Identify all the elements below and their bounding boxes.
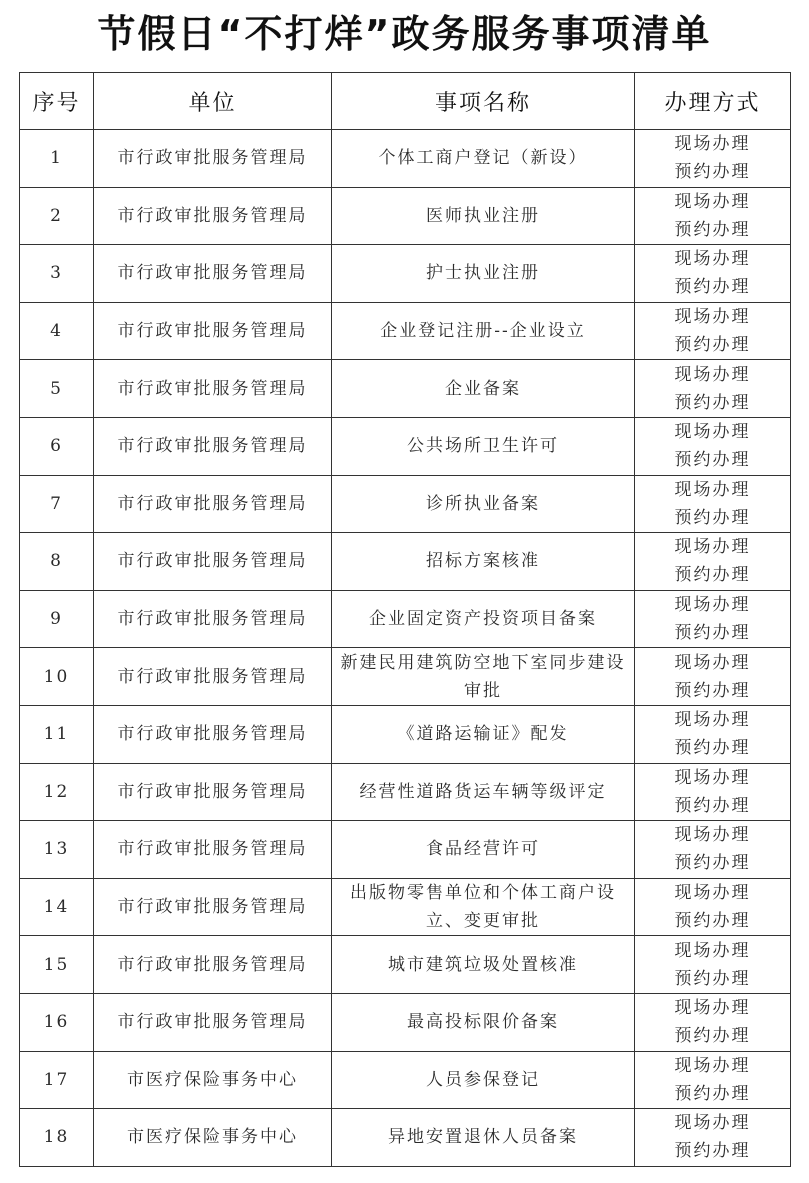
method-onsite: 现场办理 [674,940,751,961]
method-appointment: 预约办理 [674,1026,751,1047]
method-cell [635,1109,791,1167]
service-list-table [19,72,791,1167]
method-appointment: 预约办理 [674,565,751,586]
header-item: 事项名称 [332,73,635,130]
method-appointment: 预约办理 [674,219,751,240]
unit-cell: 市行政审批服务管理局 [94,936,332,994]
method-onsite: 现场办理 [674,652,751,673]
table-row [20,993,791,1051]
row-number: 4 [20,302,94,360]
method-onsite: 现场办理 [674,710,751,731]
table-row [20,936,791,994]
unit-cell: 市医疗保险事务中心 [94,1051,332,1109]
table-row [20,590,791,648]
table-row [20,533,791,591]
method-onsite: 现场办理 [674,134,751,155]
unit-cell: 市行政审批服务管理局 [94,648,332,706]
table-row [20,187,791,245]
table-row [20,302,791,360]
method-cell [635,187,791,245]
unit-cell: 市行政审批服务管理局 [94,821,332,879]
row-number: 1 [20,130,94,188]
row-number: 11 [20,705,94,763]
method-onsite: 现场办理 [674,537,751,558]
unit-cell: 市医疗保险事务中心 [94,1109,332,1167]
item-name-cell: 个体工商户登记（新设） [332,130,635,188]
row-number: 18 [20,1109,94,1167]
row-number: 2 [20,187,94,245]
table-row [20,130,791,188]
method-appointment: 预约办理 [674,162,751,183]
item-name-cell: 城市建筑垃圾处置核准 [332,936,635,994]
method-cell [635,878,791,936]
unit-cell: 市行政审批服务管理局 [94,417,332,475]
method-cell [635,648,791,706]
table-row [20,417,791,475]
method-cell [635,533,791,591]
header-unit: 单位 [94,73,332,130]
unit-cell: 市行政审批服务管理局 [94,993,332,1051]
header-no: 序号 [20,73,94,130]
item-name-cell: 招标方案核准 [332,533,635,591]
table-row [20,878,791,936]
table-row [20,245,791,303]
table-row [20,1109,791,1167]
item-name-cell: 食品经营许可 [332,821,635,879]
item-name-cell: 护士执业注册 [332,245,635,303]
item-name-cell: 企业登记注册--企业设立 [332,302,635,360]
unit-cell: 市行政审批服务管理局 [94,475,332,533]
method-appointment: 预约办理 [674,853,751,874]
unit-cell: 市行政审批服务管理局 [94,533,332,591]
item-name-cell: 企业固定资产投资项目备案 [332,590,635,648]
table-row [20,1051,791,1109]
method-appointment: 预约办理 [674,968,751,989]
method-cell [635,763,791,821]
document-title: 节假日“不打烊”政务服务事项清单 [97,12,712,56]
method-cell [635,417,791,475]
unit-cell: 市行政审批服务管理局 [94,130,332,188]
method-onsite: 现场办理 [674,998,751,1019]
method-cell [635,590,791,648]
header-method: 办理方式 [635,73,791,130]
unit-cell: 市行政审批服务管理局 [94,763,332,821]
table-body [20,130,791,1167]
method-appointment: 预约办理 [674,1083,751,1104]
method-appointment: 预约办理 [674,680,751,701]
item-name-cell: 公共场所卫生许可 [332,417,635,475]
method-appointment: 预约办理 [674,507,751,528]
unit-cell: 市行政审批服务管理局 [94,878,332,936]
method-appointment: 预约办理 [674,795,751,816]
method-cell [635,130,791,188]
method-appointment: 预约办理 [674,392,751,413]
item-name-cell: 异地安置退休人员备案 [332,1109,635,1167]
item-name-cell: 新建民用建筑防空地下室同步建设审批 [332,648,635,706]
item-name-cell: 诊所执业备案 [332,475,635,533]
row-number: 10 [20,648,94,706]
method-onsite: 现场办理 [674,767,751,788]
item-name-cell: 《道路运输证》配发 [332,705,635,763]
table-row [20,705,791,763]
method-onsite: 现场办理 [674,825,751,846]
method-onsite: 现场办理 [674,364,751,385]
method-onsite: 现场办理 [674,422,751,443]
row-number: 8 [20,533,94,591]
row-number: 17 [20,1051,94,1109]
method-cell [635,245,791,303]
method-cell [635,705,791,763]
method-onsite: 现场办理 [674,307,751,328]
method-appointment: 预约办理 [674,450,751,471]
row-number: 13 [20,821,94,879]
method-cell [635,475,791,533]
row-number: 7 [20,475,94,533]
method-cell [635,1051,791,1109]
table-row [20,763,791,821]
method-cell [635,936,791,994]
item-name-cell: 经营性道路货运车辆等级评定 [332,763,635,821]
row-number: 3 [20,245,94,303]
method-onsite: 现场办理 [674,1055,751,1076]
method-cell [635,993,791,1051]
unit-cell: 市行政审批服务管理局 [94,705,332,763]
item-name-cell: 医师执业注册 [332,187,635,245]
unit-cell: 市行政审批服务管理局 [94,360,332,418]
method-cell [635,302,791,360]
method-onsite: 现场办理 [674,479,751,500]
method-onsite: 现场办理 [674,883,751,904]
method-onsite: 现场办理 [674,595,751,616]
item-name-cell: 企业备案 [332,360,635,418]
table-row [20,821,791,879]
row-number: 15 [20,936,94,994]
unit-cell: 市行政审批服务管理局 [94,590,332,648]
item-name-cell: 最高投标限价备案 [332,993,635,1051]
method-appointment: 预约办理 [674,911,751,932]
row-number: 12 [20,763,94,821]
unit-cell: 市行政审批服务管理局 [94,187,332,245]
row-number: 16 [20,993,94,1051]
unit-cell: 市行政审批服务管理局 [94,245,332,303]
method-cell [635,821,791,879]
method-cell [635,360,791,418]
method-appointment: 预约办理 [674,623,751,644]
method-onsite: 现场办理 [674,1113,751,1134]
method-appointment: 预约办理 [674,277,751,298]
item-name-cell: 出版物零售单位和个体工商户设立、变更审批 [332,878,635,936]
method-appointment: 预约办理 [674,738,751,759]
unit-cell: 市行政审批服务管理局 [94,302,332,360]
method-onsite: 现场办理 [674,249,751,270]
table-header-row [20,73,791,130]
row-number: 14 [20,878,94,936]
method-appointment: 预约办理 [674,335,751,356]
item-name-cell: 人员参保登记 [332,1051,635,1109]
table-row [20,360,791,418]
method-appointment: 预约办理 [674,1141,751,1162]
row-number: 9 [20,590,94,648]
table-row [20,648,791,706]
row-number: 6 [20,417,94,475]
method-onsite: 现场办理 [674,191,751,212]
row-number: 5 [20,360,94,418]
table-row [20,475,791,533]
